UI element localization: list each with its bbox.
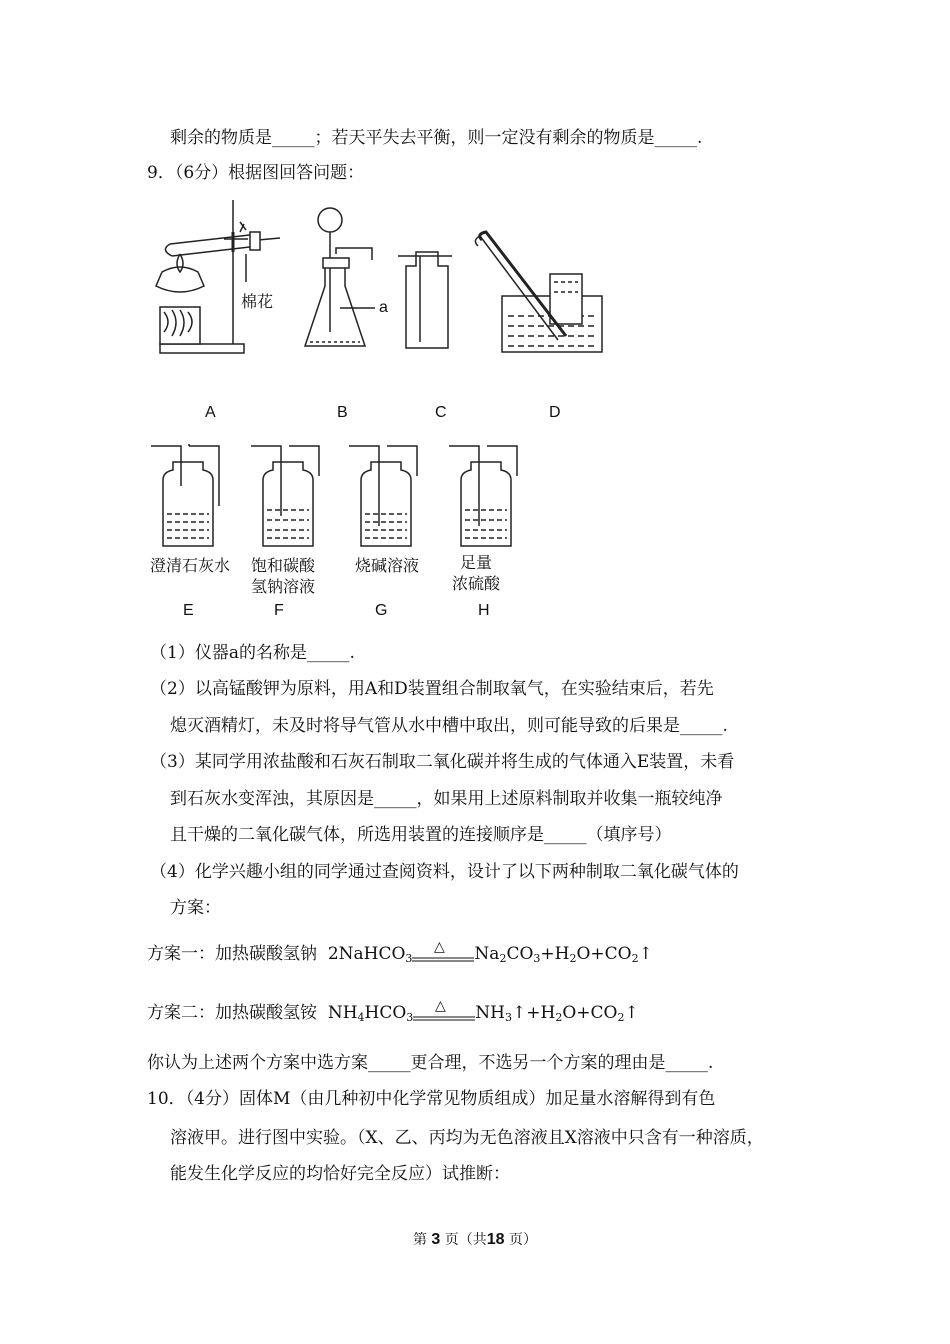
caption-g-line1: 烧碱溶液: [354, 556, 419, 575]
letter-a: A: [205, 404, 216, 421]
footer-post: 页）: [509, 1232, 538, 1248]
caption-f-line1: 饱和碳酸: [250, 556, 315, 575]
letter-d: D: [549, 404, 561, 421]
wash-bottles-figure: [145, 440, 525, 550]
wash-bottle-g: [349, 446, 417, 546]
page-footer: [0, 1229, 950, 1249]
part-4-line1: （4）化学兴趣小组的同学通过查阅资料，设计了以下两种制取二氧化碳气体的: [150, 862, 739, 882]
part-3-line1: （3）某同学用浓盐酸和石灰石制取二氧化碳并将生成的气体通入E装置，未看: [150, 752, 735, 772]
caption-e-line1: 澄清石灰水: [149, 556, 230, 575]
footer-page-number: 3: [431, 1231, 441, 1248]
question-9-heading: 9．（6分）根据图回答问题：: [147, 163, 365, 183]
question-10-line1: 10．（4分）固体M（由几种初中化学常见物质组成）加足量水溶解得到有色: [147, 1089, 716, 1109]
scheme-1: [147, 938, 653, 965]
footer-total-pages: 18: [486, 1231, 505, 1248]
apparatus-b-erlenmeyer: [305, 208, 375, 346]
heat-condition-2: △: [435, 997, 447, 1014]
letter-h: H: [478, 602, 490, 619]
letter-f: F: [274, 602, 284, 619]
caption-f-line2: 氢钠溶液: [250, 577, 315, 596]
part-3-line2: 到石灰水变浑浊，其原因是_____，如果用上述原料制取并收集一瓶较纯净: [170, 789, 723, 809]
part-2-line1: （2）以高锰酸钾为原料，用A和D装置组合制取氧气，在实验结束后，若先: [150, 679, 714, 699]
label-instrument-a: a: [379, 299, 388, 316]
apparatus-figure-top: [140, 192, 620, 367]
label-cotton: 棉花: [241, 294, 274, 311]
part-4-line2: 方案：: [170, 898, 221, 918]
scheme-1-equation: 2NaHCO$_3$ △ $Na_2CO_3+H_2O+CO_2↑$: [327, 938, 653, 965]
wash-bottle-f: [251, 446, 319, 546]
letter-b: B: [337, 404, 348, 421]
scheme-1-label: 方案一：加热碳酸氢钠: [147, 944, 317, 964]
letter-c: C: [435, 404, 447, 421]
footer-mid: 页（共: [444, 1232, 487, 1248]
scheme-2-equation: $NH_4HCO_3$ △ $NH_3↑+H_2O+CO_2↑$: [327, 997, 639, 1024]
scheme-2: [147, 997, 639, 1024]
letter-g: G: [375, 602, 388, 619]
caption-h-line2: 浓硫酸: [451, 574, 500, 593]
scheme-2-label: 方案二：加热碳酸氢铵: [147, 1003, 317, 1023]
wash-bottle-h: [449, 446, 517, 546]
letter-e: E: [183, 602, 194, 619]
question-10-line2: 溶液甲。进行图中实验。（X、乙、丙均为无色溶液且X溶液中只含有一种溶质，: [170, 1128, 764, 1148]
apparatus-a-heating-tube: [156, 200, 280, 353]
heat-condition-1: △: [434, 938, 446, 955]
part-5: 你认为上述两个方案中选方案_____更合理，不选另一个方案的理由是_____.: [147, 1053, 714, 1073]
part-1: （1）仪器a的名称是_____.: [150, 643, 355, 663]
wash-bottle-e: [151, 444, 219, 546]
question-10-line3: 能发生化学反应的均恰好完全反应）试推断：: [170, 1164, 510, 1184]
caption-h-line1: 足量: [459, 553, 492, 572]
apparatus-d-water-trough: [475, 232, 602, 352]
apparatus-c-bottle: [398, 252, 452, 348]
footer-pre: 第: [412, 1232, 427, 1248]
part-2-line2: 熄灭酒精灯，未及时将导气管从水中槽中取出，则可能导致的后果是_____.: [170, 716, 728, 736]
part-3-line3: 且干燥的二氧化碳气体，所选用装置的连接顺序是_____（填序号）: [170, 825, 672, 845]
line-remaining-substance: 剩余的物质是_____；若天平失去平衡，则一定没有剩余的物质是_____.: [170, 128, 703, 148]
